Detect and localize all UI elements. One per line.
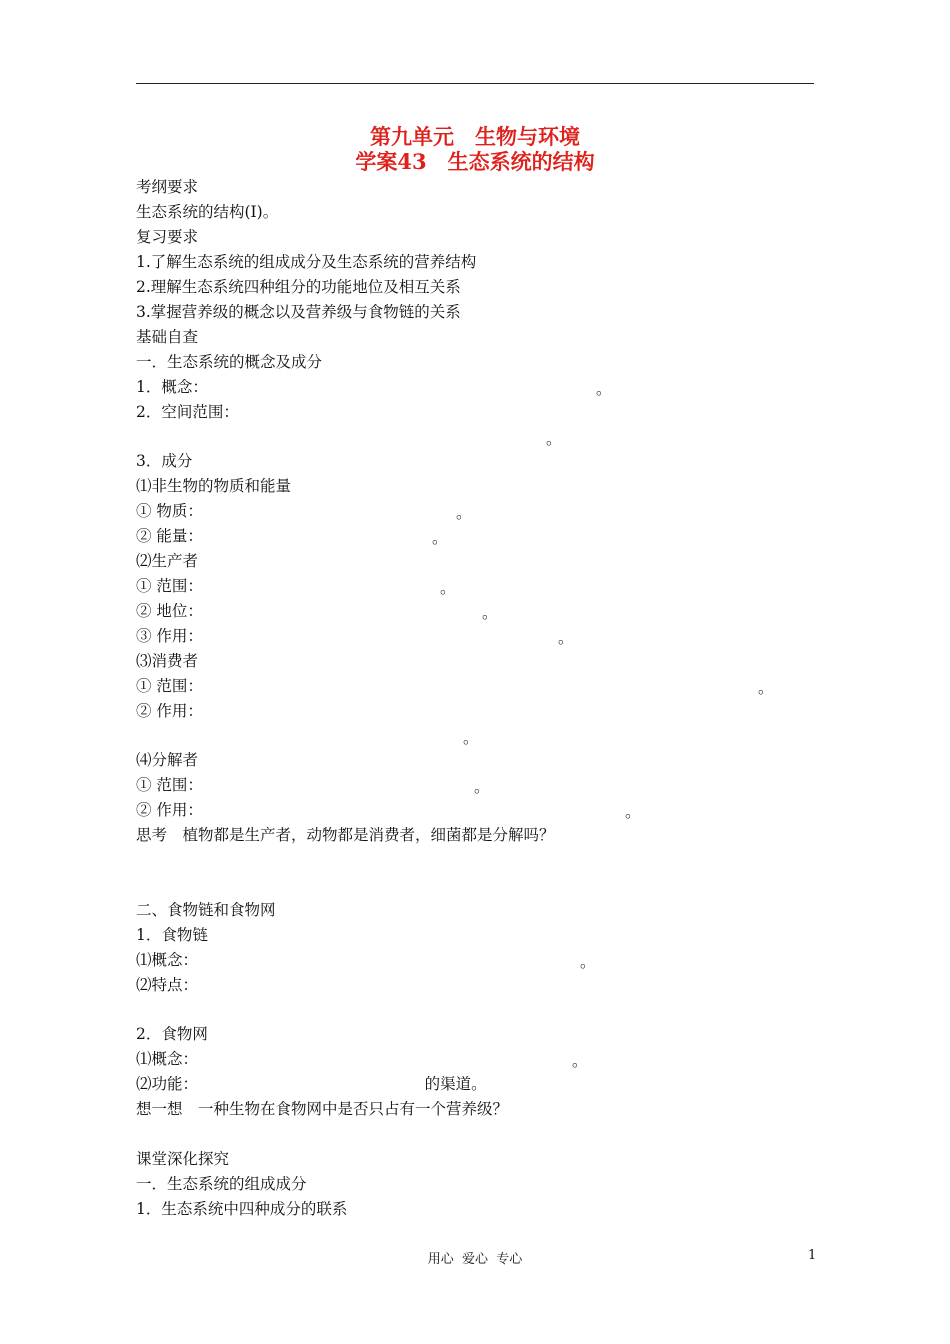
text-line: ⑴概念： [136,951,199,969]
page-number: 1 [808,1248,817,1263]
text-line: 生态系统的结构(Ⅰ)。 [136,203,279,221]
text-line: 一．生态系统的概念及成分 [136,353,323,371]
text-line: ⑴非生物的物质和能量 [136,477,292,495]
blank-period: 。 [758,679,774,697]
text-line: ② 能量： [136,527,203,545]
text-line: ① 物质： [136,502,203,520]
text-line: ⑵特点： [136,976,199,994]
lesson-title: 学案43 生态系统的结构 [355,149,595,174]
text-line: ⑷分解者 [136,751,199,769]
blank-period: 。 [546,430,562,448]
page-footer: 用心 爱心 专心 [427,1252,523,1267]
text-line: 2．食物网 [136,1025,208,1043]
blank-period: 。 [432,529,448,547]
text-line: 思考 植物都是生产者，动物都是消费者，细菌都是分解吗？ [136,826,555,844]
text-line: ② 作用： [136,702,203,720]
text-line: 2．空间范围： [136,403,239,421]
text-line: ② 地位： [136,602,203,620]
blank-period: 。 [440,579,456,597]
blank-period: 。 [580,953,596,971]
text-line: ⑴概念： [136,1050,199,1068]
text-line: ⑶消费者 [136,652,199,670]
text-line: 基础自查 [136,328,199,346]
text-line: ⑵功能： 的渠道。 [136,1075,487,1093]
blank-period: 。 [558,629,574,647]
text-line: ① 范围： [136,776,203,794]
blank-period: 。 [596,380,612,398]
blank-period: 。 [482,604,498,622]
text-line: 1．生态系统中四种成分的联系 [136,1200,348,1218]
text-line: ② 作用： [136,801,203,819]
text-line: 二、食物链和食物网 [136,901,276,919]
text-line: ③ 作用： [136,627,203,645]
text-line: 1．食物链 [136,926,208,944]
text-line: 想一想 一种生物在食物网中是否只占有一个营养级？ [136,1100,509,1118]
text-line: 一．生态系统的组成成分 [136,1175,307,1193]
text-line: 1．概念： [136,378,208,396]
header-rule [136,83,814,84]
text-line: 课堂深化探究 [136,1150,230,1168]
text-line: 1.了解生态系统的组成成分及生态系统的营养结构 [136,253,477,271]
blank-period: 。 [625,803,641,821]
text-line: 3.掌握营养级的概念以及营养级与食物链的关系 [136,303,461,321]
unit-title: 第九单元 生物与环境 [370,124,580,149]
text-line: ① 范围： [136,677,203,695]
blank-period: 。 [572,1052,588,1070]
text-line: 复习要求 [136,228,199,246]
text-line: 2.理解生态系统四种组分的功能地位及相互关系 [136,278,461,296]
text-line: 考纲要求 [136,178,199,196]
text-line: 3．成分 [136,452,193,470]
text-line: ① 范围： [136,577,203,595]
blank-period: 。 [463,729,479,747]
blank-period: 。 [474,778,490,796]
blank-period: 。 [456,504,472,522]
text-line: ⑵生产者 [136,552,199,570]
